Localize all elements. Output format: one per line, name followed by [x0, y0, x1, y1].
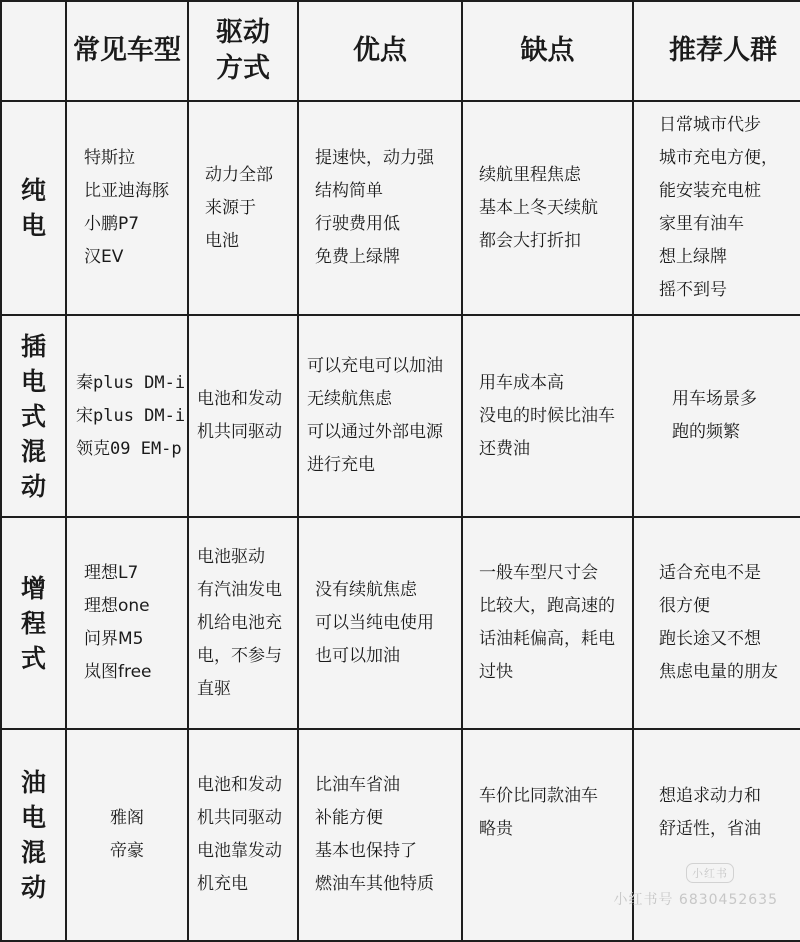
- cons-line: 话油耗偏高，耗电: [479, 629, 615, 649]
- drive-line: 电池和发动: [197, 775, 282, 795]
- drive-line: 有汽油发电: [197, 579, 282, 600]
- table-row: [1, 101, 800, 315]
- model-item: 问界M5: [84, 629, 144, 649]
- models-cell: [66, 101, 188, 315]
- drive-cell: [188, 315, 298, 517]
- row-type-cell: [1, 315, 66, 517]
- audience-line: 跑长途又不想: [659, 629, 761, 649]
- pros-line: 燃油车其他特质: [315, 874, 434, 894]
- pros-cell: [298, 315, 462, 517]
- table-row: [1, 729, 800, 941]
- drive-line: 电池靠发动: [197, 841, 282, 861]
- drive-line: 电池和发动: [197, 389, 282, 409]
- audience-line: 想追求动力和: [659, 786, 761, 806]
- pros-line: 没有续航焦虑: [315, 579, 417, 600]
- pros-line: 提速快，动力强: [315, 148, 434, 168]
- drive-line: 电，不参与: [197, 645, 282, 666]
- audience-line: 想上绿牌: [659, 247, 727, 267]
- pros-line: 行驶费用低: [315, 214, 400, 234]
- model-item: 宋plus DM-i: [76, 405, 186, 426]
- cons-cell: [462, 315, 633, 517]
- audience-line: 城市充电方便，: [659, 148, 778, 168]
- audience-line: 能安装充电桩: [659, 181, 761, 201]
- drive-line: 机充电: [197, 874, 248, 894]
- cons-line: 用车成本高: [479, 372, 564, 393]
- model-item: 帝豪: [110, 841, 144, 861]
- model-item: 比亚迪海豚: [84, 181, 169, 201]
- drive-cell: [188, 517, 298, 729]
- pros-line: 无续航焦虑: [307, 389, 392, 409]
- drive-line: 电池驱动: [197, 546, 265, 567]
- model-item: 领克09 EM-p: [76, 438, 182, 459]
- pros-line: 也可以加油: [315, 645, 400, 666]
- audience-cell: [633, 517, 800, 729]
- model-item: 理想one: [84, 596, 150, 616]
- row-type-label: 增程式: [20, 573, 46, 673]
- audience-line: 舒适性，省油: [659, 819, 761, 839]
- cons-line: 车价比同款油车: [479, 786, 598, 806]
- header-drive: [188, 1, 298, 101]
- audience-line: 家里有油车: [659, 214, 744, 234]
- drive-line: 机给电池充: [197, 612, 282, 633]
- watermark-id-text: 小红书号 6830452635: [613, 892, 778, 908]
- header-pros: 优点: [298, 1, 462, 101]
- model-item: 岚图free: [84, 662, 152, 682]
- model-item: 小鹏P7: [84, 214, 140, 234]
- cons-line: 续航里程焦虑: [479, 164, 581, 185]
- header-type: [1, 1, 66, 101]
- model-item: 秦plus DM-i: [76, 372, 186, 393]
- xiaohongshu-watermark: [613, 867, 778, 909]
- pros-cell: [298, 517, 462, 729]
- pros-line: 进行充电: [307, 455, 375, 475]
- pros-cell: [298, 729, 462, 941]
- pros-line: 补能方便: [315, 808, 383, 828]
- audience-cell: [633, 101, 800, 315]
- pros-line: 比油车省油: [315, 775, 400, 795]
- header-row: [1, 1, 800, 101]
- audience-line: 适合充电不是: [659, 563, 761, 583]
- audience-cell: [633, 315, 800, 517]
- cons-line: 一般车型尺寸会: [479, 563, 598, 583]
- audience-cell: [633, 729, 800, 941]
- model-item: 理想L7: [84, 563, 139, 583]
- audience-line: 用车场景多: [672, 389, 757, 409]
- cons-line: 都会大打折扣: [479, 230, 581, 251]
- audience-line: 日常城市代步: [659, 115, 761, 135]
- cons-line: 过快: [479, 662, 513, 682]
- model-item: 汉EV: [84, 247, 124, 267]
- models-cell: [66, 729, 188, 941]
- drive-cell: [188, 101, 298, 315]
- drive-line: 电池: [205, 230, 239, 251]
- pros-line: 基本也保持了: [315, 841, 417, 861]
- pros-line: 可以充电可以加油: [307, 356, 443, 376]
- pros-line: 结构简单: [315, 181, 383, 201]
- models-cell: [66, 517, 188, 729]
- drive-line: 机共同驱动: [197, 422, 282, 442]
- header-models: 常见车型: [66, 1, 188, 101]
- model-item: 特斯拉: [84, 148, 135, 168]
- cons-cell: [462, 517, 633, 729]
- pros-line: 免费上绿牌: [315, 247, 400, 267]
- header-audience: 推荐人群: [633, 1, 800, 101]
- cons-line: 比较大，跑高速的: [479, 596, 615, 616]
- cons-line: 基本上冬天续航: [479, 197, 598, 218]
- audience-line: 很方便: [659, 596, 710, 616]
- pros-line: 可以通过外部电源: [307, 422, 443, 442]
- xiaohongshu-logo: 小红书: [686, 863, 734, 883]
- cons-line: 还费油: [479, 438, 530, 459]
- pros-line: 可以当纯电使用: [315, 612, 434, 633]
- row-type-label: 油电混动: [20, 768, 46, 902]
- cons-line: 没电的时候比油车: [479, 405, 615, 426]
- header-cons: 缺点: [462, 1, 633, 101]
- cons-cell: [462, 729, 633, 941]
- audience-line: 焦虑电量的朋友: [659, 662, 778, 682]
- drive-cell: [188, 729, 298, 941]
- row-type-label: 插电式混动: [20, 331, 46, 501]
- pros-cell: [298, 101, 462, 315]
- drive-line: 动力全部: [205, 164, 273, 185]
- header-drive-label: 驱动方式: [216, 17, 270, 84]
- row-type-cell: [1, 101, 66, 315]
- model-item: 雅阁: [110, 808, 144, 828]
- audience-line: 跑的频繁: [672, 422, 740, 442]
- drive-line: 直驱: [197, 678, 231, 699]
- audience-line: 摇不到号: [659, 280, 727, 300]
- table-row: [1, 315, 800, 517]
- table-row: [1, 517, 800, 729]
- drive-line: 来源于: [205, 197, 256, 218]
- row-type-cell: [1, 517, 66, 729]
- cons-cell: [462, 101, 633, 315]
- drive-line: 机共同驱动: [197, 808, 282, 828]
- models-cell: [66, 315, 188, 517]
- row-type-cell: [1, 729, 66, 941]
- cons-line: 略贵: [479, 819, 513, 839]
- row-type-label: 纯电: [20, 176, 46, 240]
